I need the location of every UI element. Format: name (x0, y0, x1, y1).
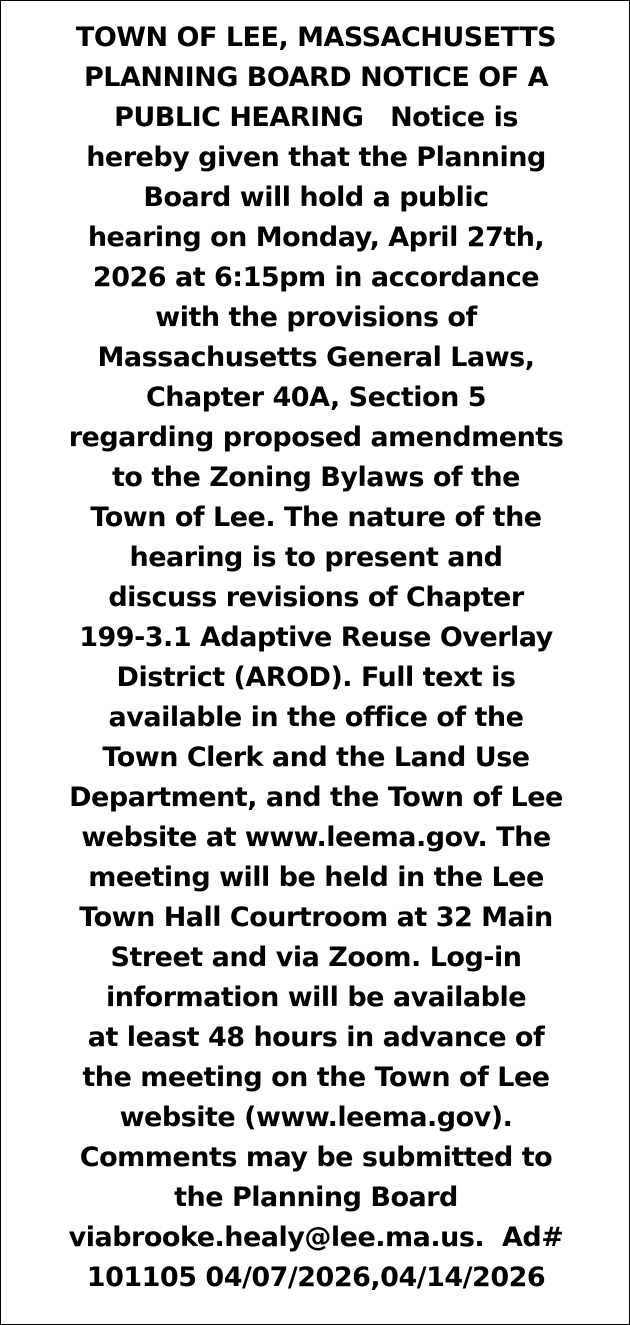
notice-line: hereby given that the Planning (86, 142, 546, 173)
notice-line-website: website (www.leema.gov). (119, 1102, 513, 1133)
notice-line: Board will hold a public (143, 182, 489, 213)
notice-line: at least 48 hours in advance of (87, 1022, 545, 1053)
notice-line-website: website at www.leema.gov. The (81, 822, 551, 853)
notice-line: Massachusetts General Laws, (97, 342, 535, 373)
notice-line: available in the office of the (108, 702, 524, 733)
notice-line-heading-1: TOWN OF LEE, MASSACHUSETTS (75, 22, 557, 53)
notice-text (1, 18, 630, 1298)
notice-line-heading-2: PLANNING BOARD NOTICE OF A (84, 62, 548, 93)
notice-line: with the provisions of (155, 302, 477, 333)
notice-line: meeting will be held in the Lee (88, 862, 544, 893)
notice-line: Department, and the Town of Lee (69, 782, 563, 813)
notice-line: 199-3.1 Adaptive Reuse Overlay (79, 622, 553, 653)
notice-line: regarding proposed amendments (68, 422, 564, 453)
notice-line: District (AROD). Full text is (116, 662, 516, 693)
notice-line: information will be available (105, 982, 527, 1013)
notice-line-heading-3: PUBLIC HEARING Notice is (114, 102, 518, 133)
notice-line-contact-email: viabrooke.healy@lee.ma.us. Ad# (68, 1222, 564, 1253)
notice-line: Chapter 40A, Section 5 (145, 382, 487, 413)
notice-line: Comments may be submitted to (79, 1142, 553, 1173)
notice-line: to the Zoning Bylaws of the (112, 462, 520, 493)
notice-line-ad-dates: 101105 04/07/2026,04/14/2026 (86, 1262, 546, 1293)
notice-line: Street and via Zoom. Log-in (110, 942, 522, 973)
notice-line: the meeting on the Town of Lee (82, 1062, 550, 1093)
notice-line: Town Clerk and the Land Use (102, 742, 530, 773)
notice-line: discuss revisions of Chapter (108, 582, 524, 613)
notice-line: hearing is to present and (129, 542, 503, 573)
notice-line-hearing-time: 2026 at 6:15pm in accordance (92, 262, 540, 293)
notice-line: Town of Lee. The nature of the (90, 502, 542, 533)
notice-line: the Planning Board (174, 1182, 458, 1213)
notice-line-location: Town Hall Courtroom at 32 Main (79, 902, 553, 933)
notice-line-hearing-date: hearing on Monday, April 27th, (87, 222, 545, 253)
